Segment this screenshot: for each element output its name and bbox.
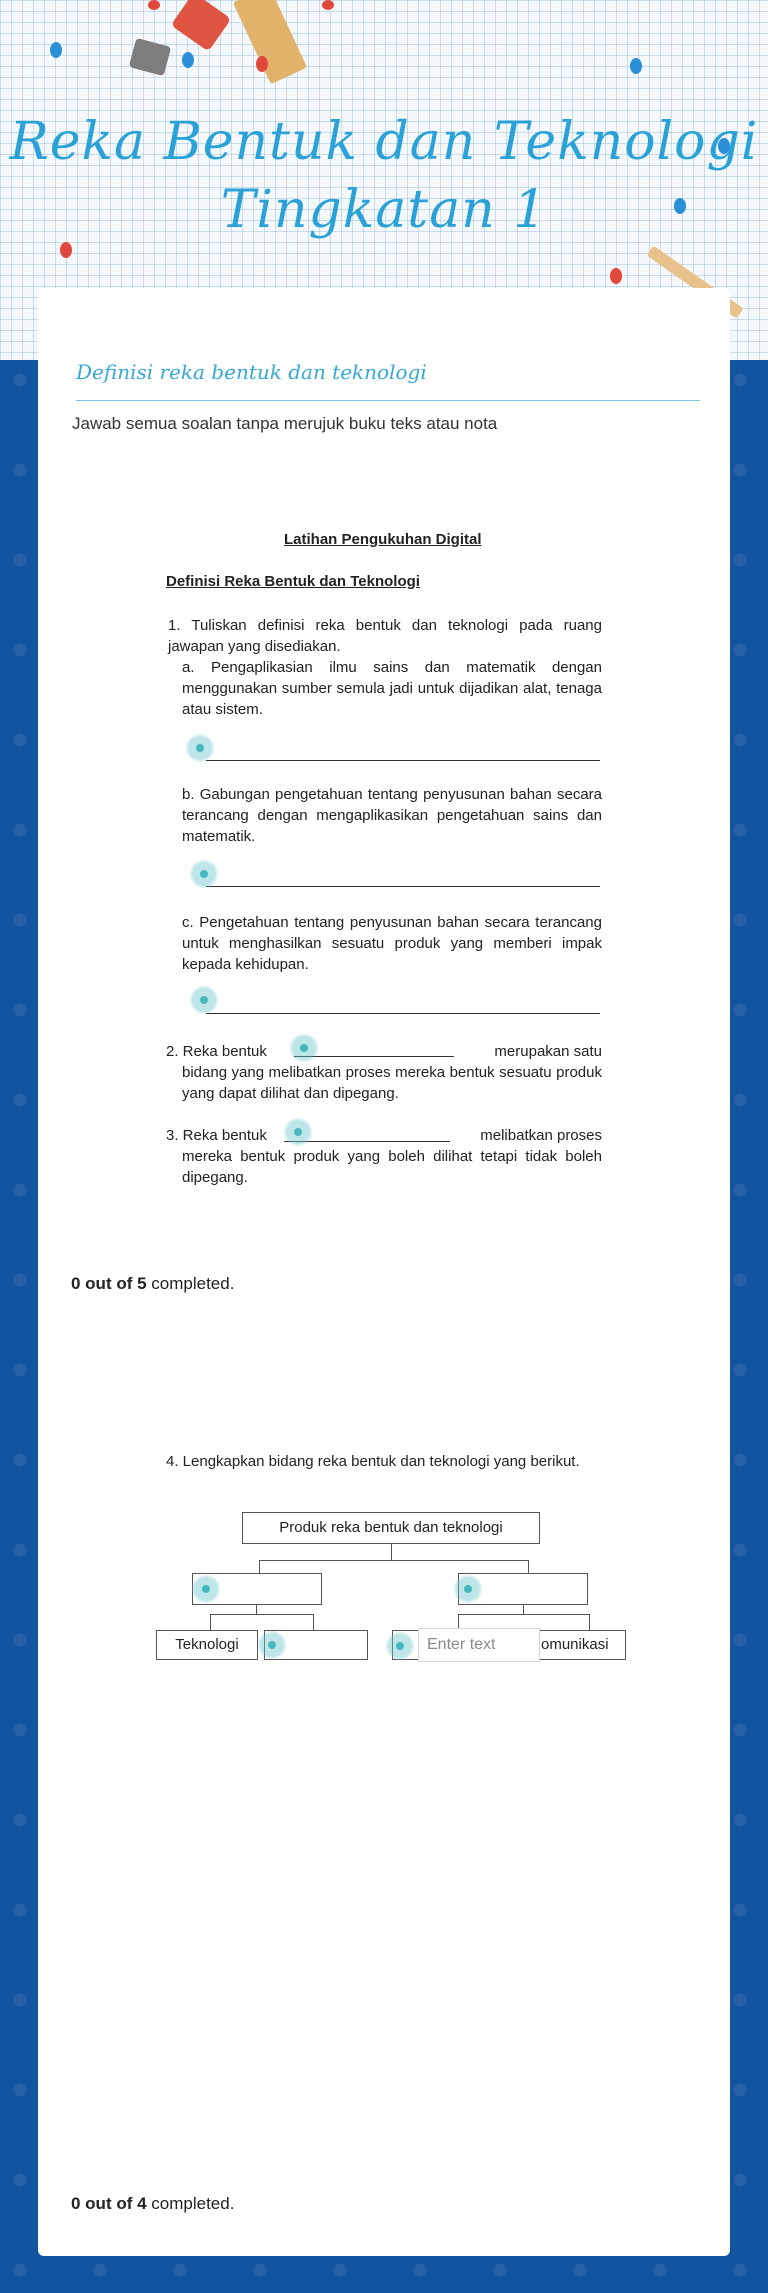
tree-root: Produk reka bentuk dan teknologi (242, 1512, 540, 1544)
instructions: Jawab semua soalan tanpa merujuk buku teks atau nota (72, 414, 498, 433)
question-1: 1. Tuliskan definisi reka bentuk dan teknologi pada ruang jawapan yang disediakan. (168, 617, 602, 655)
question-2-rest: bidang yang melibatkan proses mereka bentuk sesuatu produk yang dapat dilihat dan dipegang. (182, 1064, 602, 1102)
tree-connector (210, 1614, 211, 1630)
question-4: 4. Lengkapkan bidang reka bentuk dan teknologi yang berikut. (166, 1453, 580, 1470)
page-subtitle: Tingkatan 1 (220, 180, 548, 240)
decor-dot (630, 58, 642, 74)
tree-hotspot-leaf-right[interactable] (388, 1634, 412, 1658)
question-3-start: 3. Reka bentuk (166, 1127, 267, 1144)
worksheet-heading: Latihan Pengukuhan Digital (284, 531, 482, 548)
question-3-rest: mereka bentuk produk yang boleh dilihat tetapi tidak boleh dipegang. (182, 1148, 602, 1186)
question-1a: a. Pengaplikasian ilmu sains dan matematik dengan menggunakan sumber semula jadi untuk dijadikan alat, tenaga atau sistem. (182, 659, 602, 718)
question-2-start: 2. Reka bentuk (166, 1043, 267, 1060)
tree-connector (589, 1614, 590, 1630)
decor-dot (148, 0, 160, 10)
section-title: Definisi reka bentuk dan teknologi (76, 360, 427, 384)
ruler-illustration (233, 0, 307, 84)
tree-connector (259, 1560, 260, 1573)
tree-hotspot-leaf[interactable] (260, 1633, 284, 1657)
tree-connector (458, 1614, 590, 1615)
tree-connector (528, 1560, 529, 1573)
worksheet-subheading: Definisi Reka Bentuk dan Teknologi (166, 573, 420, 590)
decor-dot (182, 52, 194, 68)
question-3-end: melibatkan proses (480, 1127, 602, 1144)
page-title: Reka Bentuk dan Teknologi (9, 112, 759, 172)
tree-leaf-teknologi: Teknologi (156, 1630, 258, 1660)
question-2-end: merupakan satu (494, 1043, 602, 1060)
tree-leaf-komunikasi: omunikasi (536, 1630, 626, 1660)
tree-connector (259, 1560, 529, 1561)
answer-text-input[interactable]: Enter text (418, 1628, 540, 1662)
tree-hotspot-right[interactable] (456, 1577, 480, 1601)
worksheet-card (38, 288, 730, 2256)
progress-suffix-2: completed. (146, 2194, 235, 2213)
tree-hotspot-left[interactable] (194, 1577, 218, 1601)
progress-count-1: 0 out of 5 (71, 1274, 147, 1293)
decor-dot (322, 0, 334, 10)
tree-connector (210, 1614, 314, 1615)
tree-connector (391, 1544, 392, 1561)
progress-count-2: 0 out of 4 (71, 2194, 147, 2213)
sharpener-illustration (129, 38, 172, 76)
worksheet-page-2 (38, 288, 730, 1788)
question-1c: c. Pengetahuan tentang penyusunan bahan secara terancang untuk menghasilkan sesuatu produk yang memberi impak kepada kehidupan. (182, 914, 602, 973)
decor-dot (256, 56, 268, 72)
progress-status-2 (71, 2194, 234, 2214)
question-1b: b. Gabungan pengetahuan tentang penyusunan bahan secara terancang dengan mengaplikasikan pengetahuan sains dan matematik. (182, 786, 602, 845)
decor-dot (60, 242, 72, 258)
tree-connector (313, 1614, 314, 1630)
decor-dot (50, 42, 62, 58)
progress-suffix-1: completed. (146, 1274, 235, 1293)
decor-dot (610, 268, 622, 284)
eraser-illustration (171, 0, 232, 52)
